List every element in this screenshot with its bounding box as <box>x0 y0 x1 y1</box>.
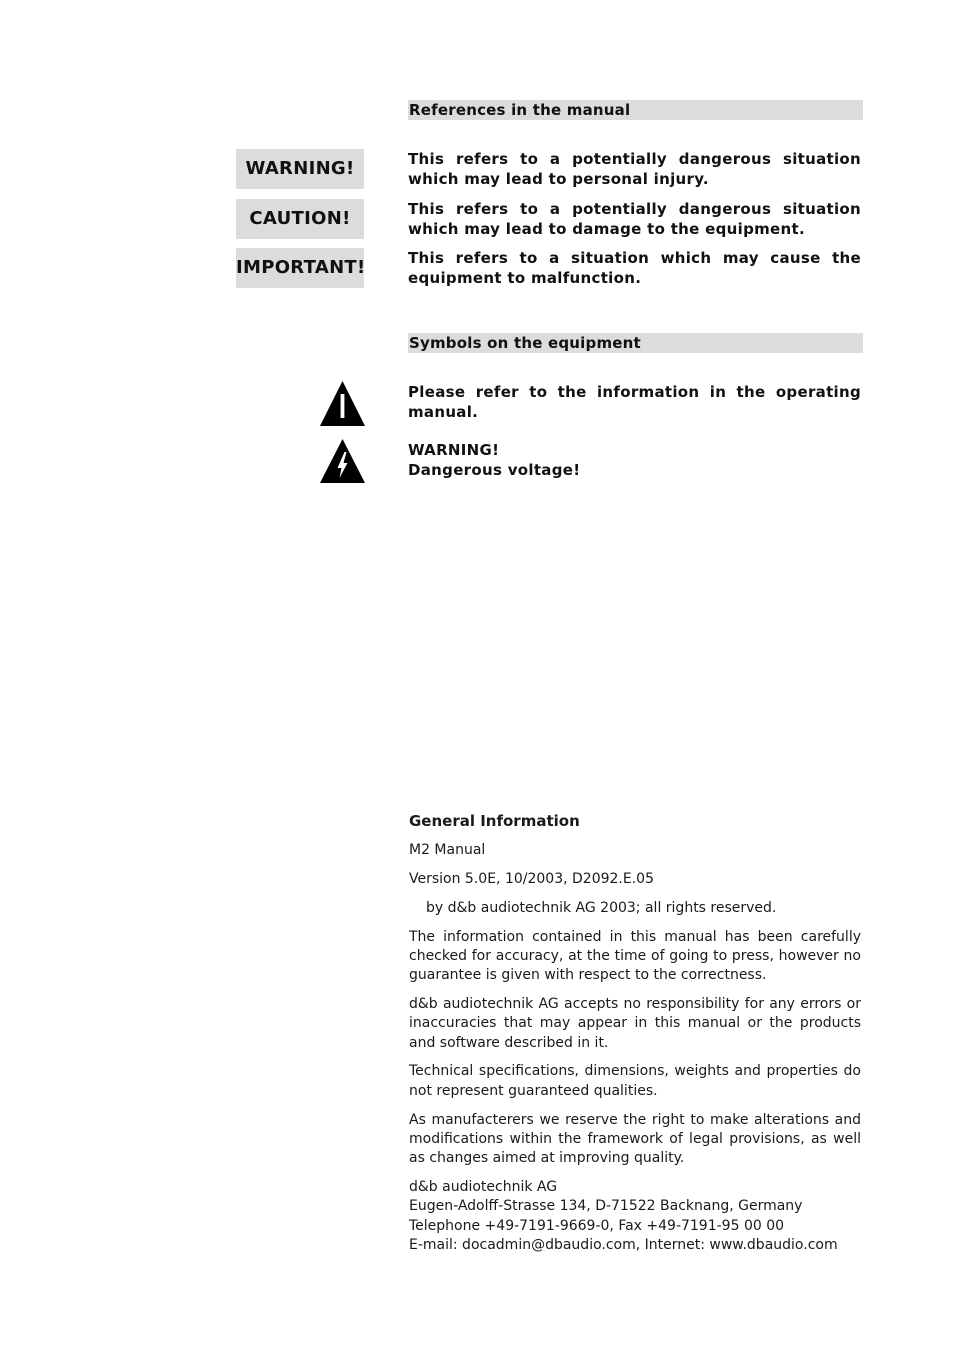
phone-fax: Telephone +49-7191-9669-0, Fax +49-7191-95 00 00 <box>409 1217 785 1234</box>
voltage-warning-text: Dangerous voltage! <box>408 461 581 479</box>
company-address <box>409 1178 861 1255</box>
email-internet: E-mail: docadmin@dbaudio.com, Internet: www.dbaudio.com <box>409 1236 838 1253</box>
operating-manual-note: Please refer to the information in the operating manual. <box>408 383 861 421</box>
warning-description: This refers to a potentially dangerous situation which may lead to personal injury. <box>408 150 861 188</box>
general-information <box>409 812 861 1255</box>
exclamation-triangle-icon <box>320 381 365 431</box>
symbols-section-title: Symbols on the equipment <box>408 333 863 353</box>
caution-description: This refers to a potentially dangerous situation which may lead to damage to the equipment. <box>408 200 861 238</box>
version-info: Version 5.0E, 10/2003, D2092.E.05 <box>409 871 654 888</box>
responsibility-paragraph: d&b audiotechnik AG accepts no responsibility for any errors or inaccuracies that may appear in this manual or the products and software described in it. <box>409 996 861 1051</box>
alterations-paragraph: As manufacterers we reserve the right to make alterations and modifications within the framework of legal provisions, as well as changes aimed at improving quality. <box>409 1111 861 1167</box>
accuracy-paragraph: The information contained in this manual has been carefully checked for accuracy, at the time of going to press, however no guarantee is given with respect to the correctness. <box>409 928 861 984</box>
specifications-paragraph: Technical specifications, dimensions, weights and properties do not represent guaranteed qualities. <box>409 1063 861 1099</box>
copyright-notice: by d&b audiotechnik AG 2003; all rights reserved. <box>426 899 777 916</box>
warning-label: WARNING! <box>236 149 364 189</box>
references-section-title: References in the manual <box>408 100 863 120</box>
caution-label: CAUTION! <box>236 199 364 239</box>
product-name: M2 Manual <box>409 842 486 859</box>
voltage-warning-label: WARNING! <box>408 441 500 459</box>
important-description: This refers to a situation which may cause the equipment to malfunction. <box>408 249 861 287</box>
lightning-triangle-icon <box>320 439 365 488</box>
dangerous-voltage-note <box>408 440 861 480</box>
street-address: Eugen-Adolff-Strasse 134, D-71522 Backnang, Germany <box>409 1198 803 1215</box>
company-name: d&b audiotechnik AG <box>409 1178 558 1195</box>
general-information-heading: General Information <box>409 812 580 830</box>
important-label: IMPORTANT! <box>236 248 364 288</box>
